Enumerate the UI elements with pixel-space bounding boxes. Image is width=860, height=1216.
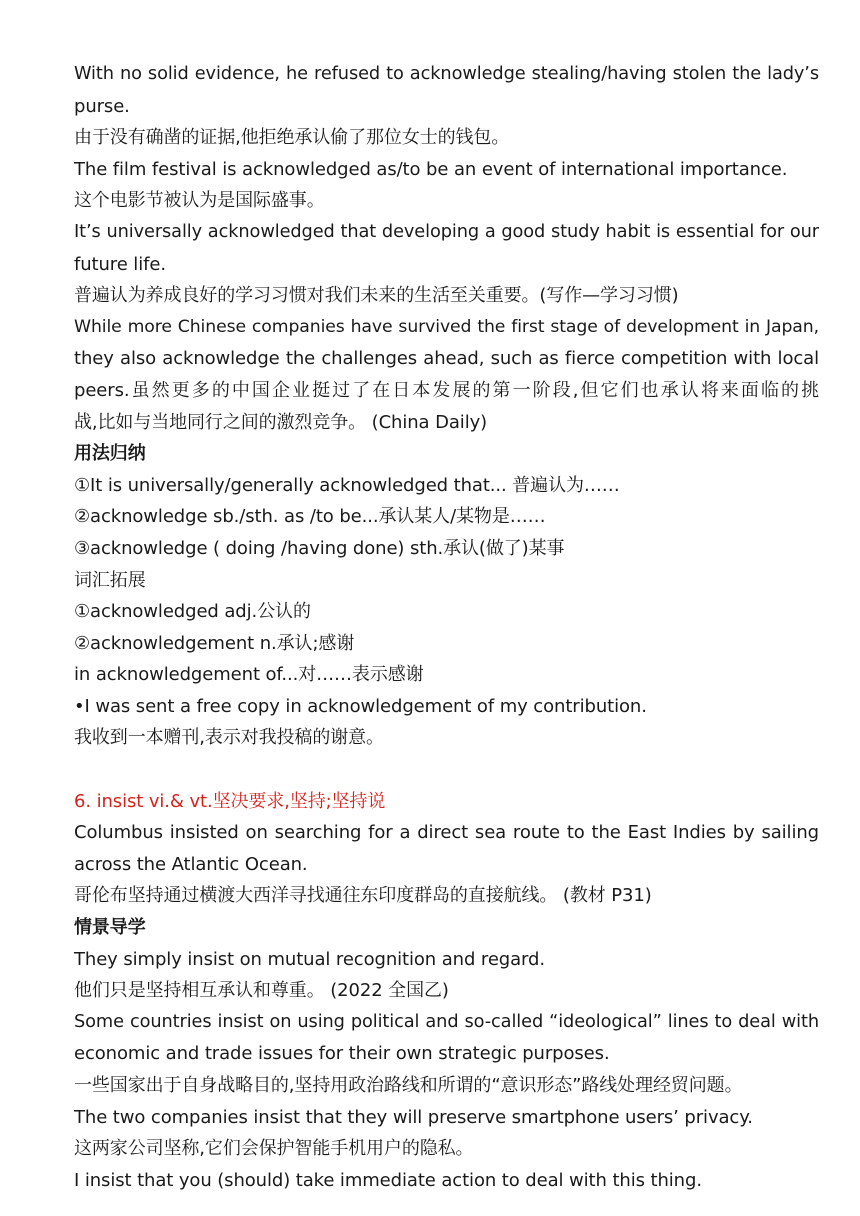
example-sentence-en: •I was sent a free copy in acknowledgement of my contribution.: [74, 695, 647, 717]
example-sentence-en: The film festival is acknowledged as/to be an event of international importance.: [74, 158, 788, 180]
entry-heading-insist: 6. insist vi.& vt.坚决要求,坚持;坚持说: [74, 790, 386, 812]
example-translation-zh: 哥伦布坚持通过横渡大西洋寻找通往东印度群岛的直接航线。 (教材 P31): [74, 885, 652, 907]
section-heading-usage: 用法归纳: [74, 443, 146, 465]
example-sentence-en: purse.: [74, 95, 130, 117]
section-heading-context: 情景导学: [74, 917, 146, 939]
example-translation-zh: 这个电影节被认为是国际盛事。: [74, 190, 325, 212]
example-translation-zh: 由于没有确凿的证据,他拒绝承认偷了那位女士的钱包。: [74, 127, 510, 149]
vocabulary-phrase: in acknowledgement of...对……表示感谢: [74, 664, 424, 686]
example-sentence-en: It’s universally acknowledged that developing a good study habit is essential for our: [74, 221, 819, 242]
vocabulary-item: ①acknowledged adj.公认的: [74, 601, 311, 623]
example-translation-zh: 一些国家出于自身战略目的,坚持用政治路线和所谓的“意识形态”路线处理经贸问题。: [74, 1075, 743, 1096]
example-sentence-en: economic and trade issues for their own strategic purposes.: [74, 1043, 610, 1065]
usage-item: ②acknowledge sb./sth. as /to be...承认某人/某物是……: [74, 506, 546, 528]
usage-item: ③acknowledge ( doing /having done) sth.承认(做了)某事: [74, 537, 565, 559]
example-sentence-en: I insist that you (should) take immediate action to deal with this thing.: [74, 1169, 702, 1191]
example-sentence-en: across the Atlantic Ocean.: [74, 853, 308, 875]
example-sentence-en: future life.: [74, 253, 166, 275]
example-translation-zh: 我收到一本赠刊,表示对我投稿的谢意。: [74, 727, 384, 749]
example-sentence-en: While more Chinese companies have survived the first stage of development in Japan,: [74, 316, 819, 337]
usage-item: ①It is universally/generally acknowledged that... 普遍认为……: [74, 474, 620, 496]
example-sentence-en: they also acknowledge the challenges ahead, such as fierce competition with local: [74, 348, 819, 370]
example-sentence-en: Columbus insisted on searching for a direct sea route to the East Indies by sailing: [74, 822, 819, 844]
example-sentence-en: The two companies insist that they will preserve smartphone users’ privacy.: [74, 1106, 753, 1128]
example-sentence-en: They simply insist on mutual recognition and regard.: [74, 948, 545, 970]
paragraph-gap: [74, 754, 819, 786]
example-translation-zh: 战,比如与当地同行之间的激烈竞争。 (China Daily): [74, 411, 488, 433]
example-translation-zh: 他们只是坚持相互承认和尊重。 (2022 全国乙): [74, 980, 449, 1002]
example-sentence-en: Some countries insist on using political and so-called “ideological” lines to deal with: [74, 1011, 819, 1032]
example-translation-zh: 这两家公司坚称,它们会保护智能手机用户的隐私。: [74, 1138, 474, 1160]
vocabulary-item: ②acknowledgement n.承认;感谢: [74, 632, 355, 654]
example-sentence-mixed: peers.虽然更多的中国企业挺过了在日本发展的第一阶段,但它们也承认将来面临的挑: [74, 379, 819, 401]
section-heading-vocabulary: 词汇拓展: [74, 569, 146, 591]
example-sentence-en: With no solid evidence, he refused to acknowledge stealing/having stolen the lady’s: [74, 64, 819, 84]
example-translation-zh: 普遍认为养成良好的学习习惯对我们未来的生活至关重要。(写作—学习习惯): [74, 285, 679, 307]
